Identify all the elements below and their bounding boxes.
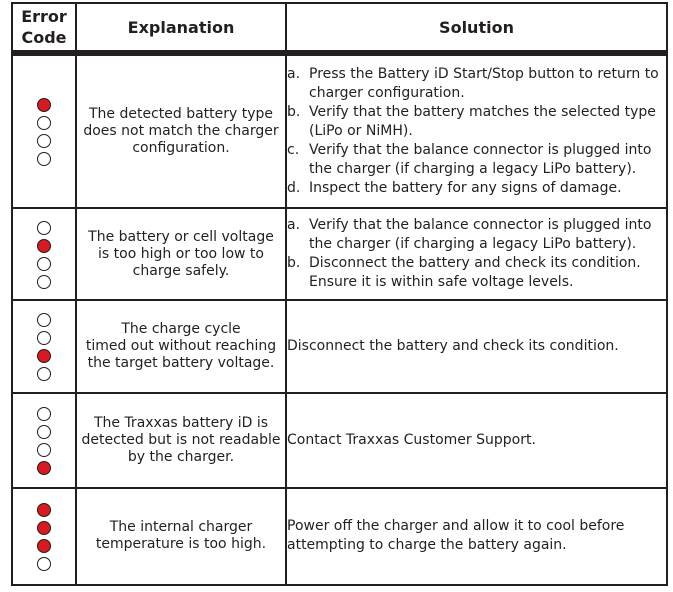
explanation-line: is too high or too low to — [98, 245, 264, 262]
led-on-icon — [37, 98, 51, 112]
explanation-cell — [77, 394, 287, 488]
solution-line: Power off the charger and allow it to cool before — [287, 518, 625, 535]
solution-line: (LiPo or NiMH). — [309, 123, 413, 140]
error-code-cell — [13, 301, 77, 394]
table-row — [13, 56, 666, 209]
table-row — [13, 394, 666, 488]
solution-item-text — [309, 216, 666, 254]
explanation-cell — [77, 489, 287, 584]
solution-cell — [287, 56, 666, 209]
explanation-line: The internal charger — [109, 519, 253, 536]
explanation-line: charge safely. — [132, 262, 230, 279]
led-off-icon — [37, 331, 51, 345]
solution-line: Inspect the battery for any signs of damage. — [309, 180, 622, 197]
table-row — [13, 489, 666, 584]
header-error-code-line1: Error — [21, 7, 67, 26]
header-error-code-line2: Code — [21, 28, 67, 47]
solution-item-text — [309, 179, 666, 198]
solution-list — [287, 517, 666, 555]
solution-item-letter: a. — [287, 66, 301, 83]
solution-list — [287, 216, 666, 292]
indicator-lights — [37, 503, 51, 571]
solution-item — [287, 431, 666, 450]
solution-item — [287, 337, 666, 356]
header-error-code — [13, 4, 77, 56]
explanation-line: temperature is too high. — [95, 536, 267, 553]
explanation-line: The battery or cell voltage — [88, 228, 274, 245]
explanation-cell — [77, 301, 287, 394]
solution-item-text — [287, 337, 666, 356]
solution-item — [287, 216, 666, 254]
solution-item-text — [309, 65, 666, 103]
explanation-line: does not match the charger — [83, 123, 279, 140]
solution-line: charger configuration. — [309, 85, 465, 102]
solution-line: Verify that the balance connector is plugged into — [309, 217, 652, 233]
solution-line: Disconnect the battery and check its condition. — [287, 337, 619, 354]
indicator-lights — [37, 221, 51, 289]
led-on-icon — [37, 521, 51, 535]
led-on-icon — [37, 539, 51, 553]
explanation-line: The charge cycle — [121, 320, 241, 337]
error-code-cell — [13, 209, 77, 300]
error-code-cell — [13, 394, 77, 488]
explanation-line: the target battery voltage. — [87, 354, 275, 371]
solution-cell — [287, 489, 666, 584]
solution-cell — [287, 301, 666, 394]
explanation-line: by the charger. — [127, 448, 235, 465]
solution-item-letter: b. — [287, 104, 301, 121]
error-code-table — [11, 2, 668, 586]
led-off-icon — [37, 152, 51, 166]
solution-line: Verify that the battery matches the selected type — [309, 104, 656, 121]
solution-item-text — [309, 141, 666, 179]
led-on-icon — [37, 503, 51, 517]
solution-item-letter: b. — [287, 255, 301, 271]
indicator-lights — [37, 313, 51, 381]
solution-item-text — [309, 254, 666, 292]
solution-list — [287, 65, 666, 198]
solution-item-letter: d. — [287, 180, 301, 197]
solution-item-letter: a. — [287, 217, 301, 233]
header-explanation: Explanation — [77, 4, 287, 56]
explanation-line: timed out without reaching — [85, 337, 277, 354]
led-off-icon — [37, 134, 51, 148]
error-code-cell — [13, 56, 77, 209]
solution-item — [287, 254, 666, 292]
solution-item — [287, 65, 666, 103]
solution-cell — [287, 209, 666, 300]
led-on-icon — [37, 461, 51, 475]
header-solution: Solution — [287, 4, 666, 56]
solution-cell — [287, 394, 666, 488]
led-off-icon — [37, 257, 51, 271]
solution-line: Ensure it is within safe voltage levels. — [309, 274, 574, 290]
led-off-icon — [37, 557, 51, 571]
led-off-icon — [37, 116, 51, 130]
solution-item-text — [287, 431, 666, 450]
led-off-icon — [37, 221, 51, 235]
led-on-icon — [37, 349, 51, 363]
explanation-cell — [77, 209, 287, 300]
solution-item — [287, 179, 666, 198]
indicator-lights — [37, 407, 51, 475]
explanation-line: configuration. — [132, 140, 230, 157]
solution-list — [287, 337, 666, 356]
solution-item-text — [309, 103, 666, 141]
error-code-cell — [13, 489, 77, 584]
solution-item — [287, 103, 666, 141]
led-off-icon — [37, 443, 51, 457]
solution-line: Press the Battery iD Start/Stop button to return to — [309, 66, 659, 83]
solution-line: Contact Traxxas Customer Support. — [287, 431, 536, 448]
solution-item-letter: c. — [287, 142, 300, 159]
explanation-line: The Traxxas battery iD is — [93, 414, 269, 431]
solution-line: attempting to charge the battery again. — [287, 537, 567, 554]
table-row — [13, 301, 666, 394]
led-off-icon — [37, 407, 51, 421]
solution-item-text — [287, 517, 666, 555]
solution-line: Verify that the balance connector is plugged into — [309, 142, 652, 159]
led-on-icon — [37, 239, 51, 253]
led-off-icon — [37, 275, 51, 289]
explanation-line: detected but is not readable — [81, 431, 281, 448]
solution-line: the charger (if charging a legacy LiPo battery). — [309, 161, 637, 178]
solution-item — [287, 141, 666, 179]
explanation-cell — [77, 56, 287, 209]
indicator-lights — [37, 98, 51, 166]
solution-list — [287, 431, 666, 450]
led-off-icon — [37, 367, 51, 381]
solution-line: Disconnect the battery and check its condition. — [309, 255, 641, 271]
table-row — [13, 209, 666, 300]
solution-item — [287, 517, 666, 555]
explanation-line: The detected battery type — [88, 106, 274, 123]
led-off-icon — [37, 313, 51, 327]
led-off-icon — [37, 425, 51, 439]
solution-line: the charger (if charging a legacy LiPo battery). — [309, 236, 637, 252]
